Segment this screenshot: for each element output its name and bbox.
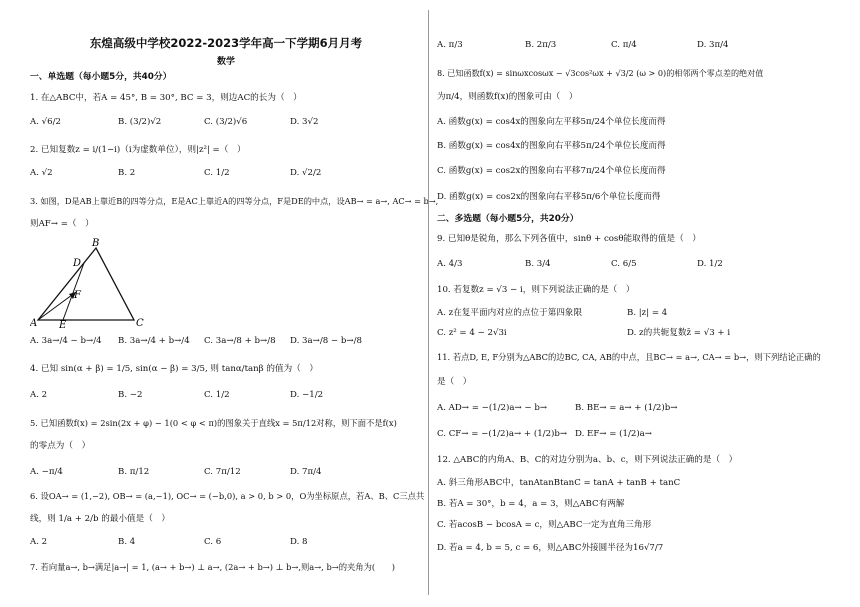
- label-d: D: [73, 258, 82, 269]
- q6-option-d: D. 8: [290, 537, 308, 547]
- q6-option-b: B. 4: [118, 537, 136, 547]
- q10-option-d: D. z的共轭复数z̄ = √3 + i: [627, 328, 731, 338]
- q12-option-c: C. 若acosB − bcosA = c，则△ABC一定为直角三角形: [437, 520, 652, 530]
- q7-option-b: B. 2π/3: [525, 40, 557, 50]
- question-11-line2: 是（ ）: [437, 377, 472, 387]
- q5-option-d: D. 7π/4: [290, 467, 322, 477]
- q10-option-a: A. z在复平面内对应的点位于第四象限: [437, 308, 583, 318]
- question-5-line1: 5. 已知函数f(x) = 2sin(2x + φ) − 1(0 < φ < π)的图象关于直线x = 5π/12对称，则下面不是f(x): [30, 418, 397, 428]
- label-f: F: [74, 290, 81, 301]
- q9-option-b: B. 3/4: [525, 259, 551, 269]
- question-8-line1: 8. 已知函数f(x) = sinωxcosωx − √3cos²ωx + √3/2 (ω > 0)的相邻两个零点差的绝对值: [437, 68, 764, 78]
- question-2: 2. 已知复数z = i/(1−i)（i为虚数单位），则|z²| =（ ）: [30, 145, 246, 155]
- q1-option-a: A. √6/2: [30, 117, 61, 127]
- q2-option-a: A. √2: [30, 168, 53, 178]
- q8-option-c: C. 函数g(x) = cos2x的图象向右平移7π/24个单位长度而得: [437, 166, 666, 176]
- triangle-figure: [30, 236, 150, 328]
- q4-option-d: D. −1/2: [290, 390, 324, 400]
- q2-option-b: B. 2: [118, 168, 136, 178]
- q1-option-b: B. (3/2)√2: [118, 117, 162, 127]
- subject-title: 数学: [216, 57, 235, 67]
- question-3-line1: 3. 如图，D是AB上靠近B的四等分点，E是AC上靠近A的四等分点，F是DE的中点，设AB→ = a→, AC→ = b→,: [30, 196, 439, 206]
- q9-option-c: C. 6/5: [611, 259, 637, 269]
- label-e: E: [59, 320, 67, 328]
- q4-option-a: A. 2: [30, 390, 48, 400]
- q1-option-d: D. 3√2: [290, 117, 319, 127]
- q11-option-b: B. BE→ = a→ + (1/2)b→: [575, 403, 678, 413]
- q11-option-c: C. CF→ = −(1/2)a→ + (1/2)b→: [437, 429, 568, 439]
- q10-option-b: B. |z| = 4: [627, 308, 668, 318]
- q12-option-b: B. 若A = 30°，b = 4，a = 3，则△ABC有两解: [437, 499, 625, 509]
- q5-option-c: C. 7π/12: [204, 467, 241, 477]
- question-12: 12. △ABC的内角A、B、C的对边分别为a、b、c，则下列说法正确的是（ ）: [437, 455, 738, 465]
- question-10: 10. 若复数z = √3 − i，则下列说法正确的是（ ）: [437, 285, 635, 295]
- q8-option-b: B. 函数g(x) = cos4x的图象向右平移5π/24个单位长度而得: [437, 141, 666, 151]
- question-6-line2: 线，则 1/a + 2/b 的最小值是（ ）: [30, 514, 171, 524]
- q6-option-c: C. 6: [204, 537, 222, 547]
- q7-option-d: D. 3π/4: [697, 40, 729, 50]
- question-1: 1. 在△ABC中，若A = 45°, B = 30°, BC = 3，则边AC的长为（ ）: [30, 93, 302, 103]
- q3-option-b: B. 3a→/4 + b→/4: [118, 336, 190, 346]
- q7-option-c: C. π/4: [611, 40, 637, 50]
- q3-option-a: A. 3a→/4 − b→/4: [30, 336, 102, 346]
- q12-option-d: D. 若a = 4, b = 5, c = 6，则△ABC外接圆半径为16√7/7: [437, 543, 664, 553]
- label-a: A: [30, 318, 38, 328]
- q12-option-a: A. 斜三角形ABC中，tanAtanBtanC = tanA + tanB + tanC: [437, 478, 681, 488]
- question-5-line2: 的零点为（ ）: [30, 441, 91, 451]
- exam-title: 东煌高级中学校2022-2023学年高一下学期6月月考: [89, 36, 363, 50]
- q4-option-c: C. 1/2: [204, 390, 230, 400]
- section-multiple-choice: 二、多选题（每小题5分，共20分）: [437, 214, 579, 224]
- question-4: 4. 已知 sin(α + β) = 1/5, sin(α − β) = 3/5, 则 tanα/tanβ 的值为（ ）: [30, 364, 318, 374]
- q2-option-c: C. 1/2: [204, 168, 230, 178]
- q2-option-d: D. √2/2: [290, 168, 322, 178]
- q7-option-a: A. π/3: [437, 40, 463, 50]
- question-11-line1: 11. 若点D, E, F分别为△ABC的边BC, CA, AB的中点，且BC→ = a→, CA→ = b→，则下列结论正确的: [437, 352, 821, 362]
- q9-option-d: D. 1/2: [697, 259, 723, 269]
- q11-option-a: A. AD→ = −(1/2)a→ − b→: [437, 403, 548, 413]
- q5-option-a: A. −π/4: [30, 467, 63, 477]
- q4-option-b: B. −2: [118, 390, 143, 400]
- question-9: 9. 已知θ是锐角，那么下列各值中，sinθ + cosθ能取得的值是（ ）: [437, 234, 701, 244]
- q3-option-d: D. 3a→/8 − b→/8: [290, 336, 362, 346]
- q10-option-c: C. z² = 4 − 2√3i: [437, 328, 507, 338]
- question-7: 7. 若向量a→, b→满足|a→| = 1, (a→ + b→) ⊥ a→, (2a→ + b→) ⊥ b→,则a→, b→的夹角为( ): [30, 562, 395, 572]
- label-b: B: [92, 238, 100, 249]
- q3-option-c: C. 3a→/8 + b→/8: [204, 336, 276, 346]
- q5-option-b: B. π/12: [118, 467, 150, 477]
- q8-option-a: A. 函数g(x) = cos4x的图象向左平移5π/24个单位长度而得: [437, 117, 666, 127]
- question-3-line2: 则AF→ =（ ）: [30, 219, 94, 229]
- q9-option-a: A. 4/3: [437, 259, 463, 269]
- q1-option-c: C. (3/2)√6: [204, 117, 248, 127]
- column-divider: [428, 10, 429, 595]
- question-8-line2: 为π/4，则函数f(x)的图象可由（ ）: [437, 92, 578, 102]
- question-6-line1: 6. 设OA→ = (1,−2), OB→ = (a,−1), OC→ = (−b,0), a > 0, b > 0，O为坐标原点，若A、B、C三点共: [30, 491, 425, 501]
- q6-option-a: A. 2: [30, 537, 48, 547]
- section-single-choice: 一、单选题（每小题5分，共40分）: [30, 72, 172, 82]
- q11-option-d: D. EF→ = (1/2)a→: [575, 429, 653, 439]
- label-c: C: [136, 318, 144, 328]
- q8-option-d: D. 函数g(x) = cos2x的图象向右平移5π/6个单位长度而得: [437, 192, 661, 202]
